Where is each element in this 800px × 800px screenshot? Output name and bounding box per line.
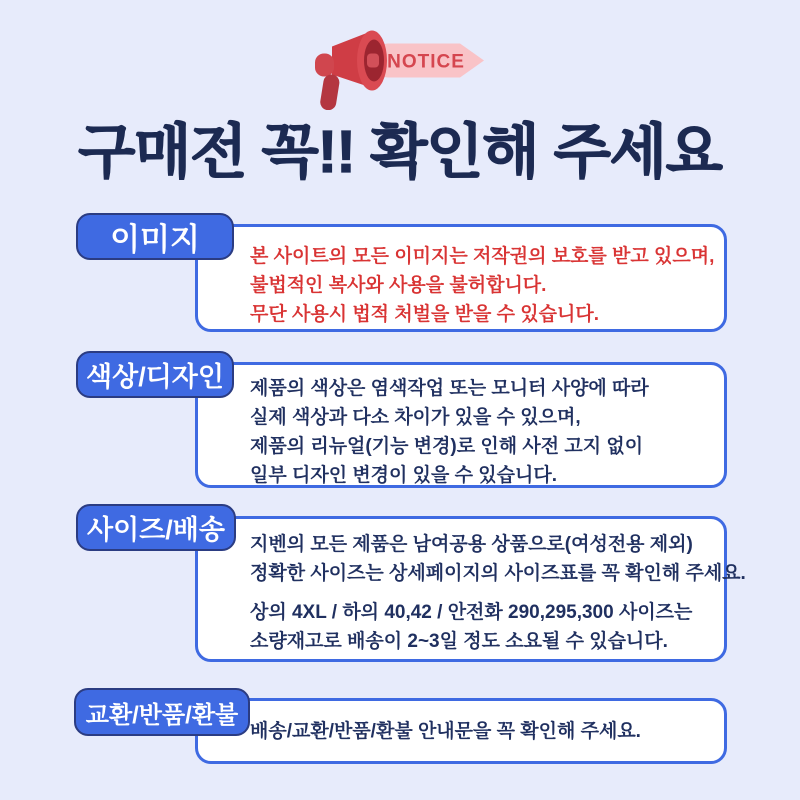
info-line: 본 사이트의 모든 이미지는 저작권의 보호를 받고 있으며, — [250, 246, 715, 267]
info-box-exchange-refund — [195, 698, 727, 764]
info-box-image — [195, 224, 727, 332]
megaphone-icon — [300, 24, 490, 110]
page-title: 구매전 꼭!! 확인해 주세요 — [78, 119, 722, 185]
notice-badge — [300, 24, 490, 110]
info-box-size-shipping — [195, 516, 746, 662]
info-line: 배송/교환/반품/환불 안내문을 꼭 확인해 주세요. — [250, 720, 641, 742]
info-line: 소량재고로 배송이 2~3일 정도 소요될 수 있습니다. — [250, 631, 668, 652]
section-label-exchange-refund: 교환/반품/환불 — [74, 688, 250, 736]
info-line: 실제 색상과 다소 차이가 있을 수 있으며, — [250, 407, 581, 428]
info-line: 일부 디자인 변경이 있을 수 있습니다. — [250, 465, 557, 486]
info-line: 제품의 리뉴얼(기능 변경)로 인해 사전 고지 없이 — [250, 436, 644, 457]
info-line: 지벤의 모든 제품은 남여공용 상품으로(여성전용 제외) — [250, 534, 693, 555]
info-line: 정확한 사이즈는 상세페이지의 사이즈표를 꼭 확인해 주세요. — [250, 563, 746, 584]
info-line: 상의 4XL / 하의 40,42 / 안전화 290,295,300 사이즈는 — [250, 602, 693, 623]
megaphone-mouthpiece — [315, 54, 334, 77]
info-line: 불법적인 복사와 사용을 불허합니다. — [250, 275, 547, 296]
info-box-color-design — [195, 362, 727, 488]
info-line: 제품의 색상은 염색작업 또는 모니터 사양에 따라 — [250, 378, 649, 399]
megaphone-bell-center — [367, 54, 379, 68]
section-label-image: 이미지 — [76, 213, 234, 260]
info-line: 무단 사용시 법적 처벌을 받을 수 있습니다. — [250, 304, 599, 325]
section-label-color-design: 색상/디자인 — [76, 351, 234, 398]
section-label-size-shipping: 사이즈/배송 — [76, 504, 236, 551]
notice-banner-label: NOTICE — [387, 51, 465, 73]
